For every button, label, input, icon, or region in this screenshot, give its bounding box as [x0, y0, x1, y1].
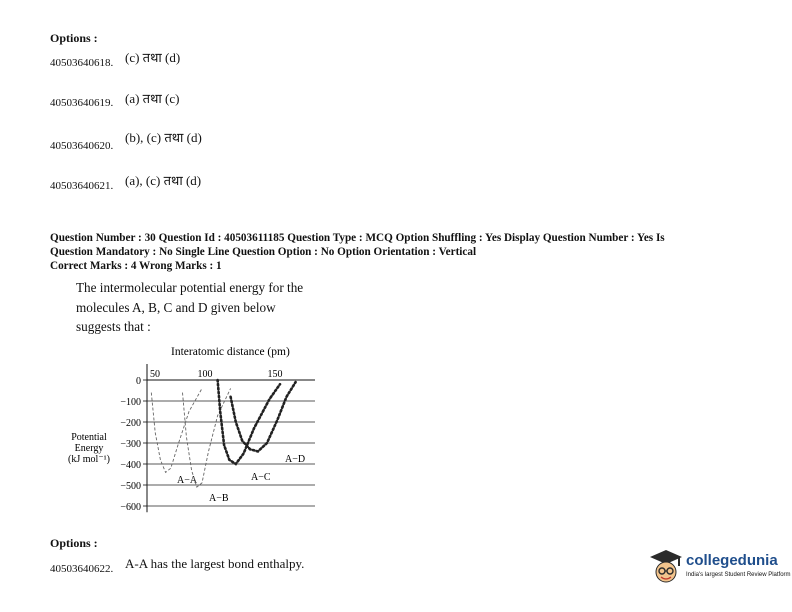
collegedunia-logo — [648, 546, 791, 590]
logo-brand: collegedunia — [686, 552, 778, 569]
series-label: A−C — [251, 472, 271, 483]
option-id: 40503640622. — [50, 563, 114, 575]
option-text[interactable]: (b), (c) तथा (d) — [125, 130, 202, 145]
option-id: 40503640619. — [50, 97, 114, 109]
y-axis-label: Energy — [74, 443, 104, 454]
series-label: A−B — [209, 493, 229, 504]
x-tick-label: 100 — [197, 369, 213, 380]
y-tick-label: −300 — [120, 439, 141, 450]
option-text[interactable]: A-A has the largest bond enthalpy. — [125, 556, 305, 571]
y-tick-label: −400 — [120, 460, 141, 471]
question-meta-line1: Question Number : 30 Question Id : 40503611185 Question Type : MCQ Option Shuffling : Yes Display Question Number : Yes Is — [50, 232, 665, 244]
option-text[interactable]: (c) तथा (d) — [125, 50, 181, 65]
series-label: A−D — [285, 454, 306, 465]
x-tick-label: 50 — [150, 369, 160, 380]
chart-title: Interatomic distance (pm) — [171, 346, 290, 358]
graduate-mascot-icon — [648, 548, 684, 588]
options-header: Options : — [50, 536, 98, 550]
question-text: The intermolecular potential energy for the molecules A, B, C and D given below suggests that : — [76, 280, 304, 334]
y-tick-label: −600 — [120, 502, 141, 513]
x-tick-label: 150 — [267, 369, 283, 380]
series-curve — [231, 382, 296, 451]
y-axis-label: (kJ mol⁻¹) — [68, 454, 110, 465]
y-tick-label: 0 — [136, 376, 141, 387]
option-text[interactable]: (a), (c) तथा (d) — [125, 173, 202, 188]
y-tick-label: −200 — [120, 418, 141, 429]
option-id: 40503640621. — [50, 180, 114, 192]
potential-energy-chart — [55, 340, 355, 530]
options-header: Options : — [50, 31, 98, 45]
y-axis-label: Potential — [71, 432, 107, 443]
question-meta-line3: Correct Marks : 4 Wrong Marks : 1 — [50, 260, 222, 272]
option-id: 40503640620. — [50, 140, 114, 152]
option-text[interactable]: (a) तथा (c) — [125, 91, 180, 106]
y-tick-label: −500 — [120, 481, 141, 492]
logo-tagline: India's largest Student Review Platform — [686, 572, 791, 578]
option-id: 40503640618. — [50, 57, 114, 69]
series-label: A−A — [177, 475, 198, 486]
y-tick-label: −100 — [120, 397, 141, 408]
question-meta-line2: Question Mandatory : No Single Line Question Option : No Option Orientation : Vertical — [50, 246, 477, 258]
